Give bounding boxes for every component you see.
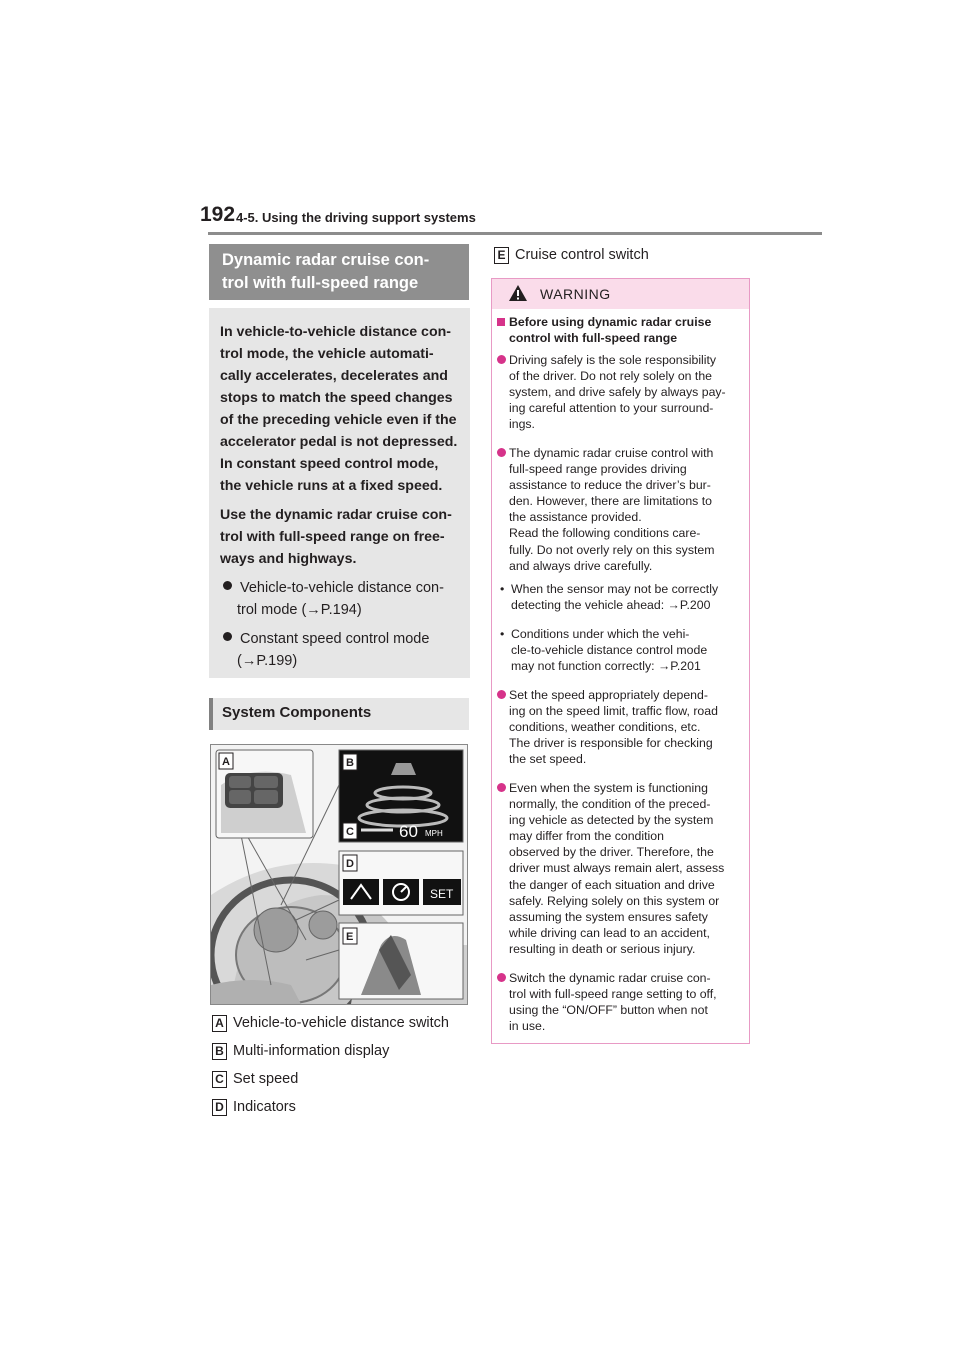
use-line: ways and highways. [220,551,357,567]
pink-bullet-icon [497,783,506,792]
page-number: 192 [200,203,236,226]
bullet-text: Constant speed control mode [240,631,430,647]
intro-line: stops to match the speed changes [220,390,453,406]
bullet-dot-icon [223,581,232,590]
use-line: trol with full-speed range on free- [220,529,445,545]
legend-text: Multi-information display [233,1043,390,1059]
warning-item-text: The dynamic radar cruise control with full-speed range provides driving assistance to reduce the driver’s bur- den. However, there are limitations to the assistance provided. Read the following conditions care- fully. Do not overly rely on this system and always drive carefully. [509,446,715,573]
warning-item-text: Even when the system is functioning normally, the condition of the preced- ing vehicle as detected by the system may differ from the condition observed by the driver. Therefore, the driver must always remain alert, assess the danger of each situation and drive safely. Relying solely on this system or assuming the system ensures safety while driving can lead to an accident, resulting in death or serious injury. [509,781,725,956]
intro-line: trol mode, the vehicle automati- [220,346,434,362]
legend-text: Vehicle-to-vehicle distance switch [233,1015,449,1031]
warning-sub-item-text: When the sensor may not be correctly detecting the vehicle ahead: →P.200 [511,582,719,613]
warning-item-text: Set the speed appropriately depend- ing on the speed limit, traffic flow, road conditions, weather conditions, etc. The driver is responsible for checking the set speed. [509,688,718,767]
callout-c: C [346,826,354,838]
sub-bullet: • [500,627,505,641]
warning-box [491,278,750,1044]
section-heading-text: System Components [222,704,372,721]
pink-bullet-icon [497,355,506,364]
square-bullet-icon [497,318,505,326]
intro-line: accelerator pedal is not depressed. [220,434,458,450]
bullet-item [223,577,444,599]
bullet-text: Vehicle-to-vehicle distance con- [240,580,444,596]
legend-letter: A [212,1015,227,1032]
callout-a: A [222,756,230,768]
legend-text: Cruise control switch [515,247,649,263]
warning-subheading-text: Before using dynamic radar cruise control with full-speed range [509,315,712,346]
sub-bullet: • [500,582,505,596]
callout-e: E [346,931,354,943]
legend-letter: C [212,1071,227,1088]
callout-b: B [346,757,354,769]
dashboard-illustration [211,745,467,1004]
section-heading-dynamic-radar-cruise [209,244,469,300]
legend-text: Indicators [233,1099,296,1115]
legend-text: Set speed [233,1071,299,1087]
system-components-figure [210,744,468,1005]
intro-line: In constant speed control mode, [220,456,439,472]
use-line: Use the dynamic radar cruise con- [220,507,452,523]
callout-d: D [346,858,354,870]
bullet-continuation: (→P.199) [237,653,298,669]
pink-bullet-icon [497,448,506,457]
warning-title: WARNING [540,286,611,302]
display-speed: 60 [399,822,418,841]
legend-letter: D [212,1099,227,1116]
intro-line: of the preceding vehicle even if the [220,412,457,428]
warning-triangle-icon [508,284,528,302]
set-indicator: SET [430,887,454,901]
pink-bullet-icon [497,973,506,982]
warning-header [492,279,749,309]
intro-panel [209,308,470,678]
bullet-dot-icon [223,632,232,641]
legend-letter: B [212,1043,227,1060]
header-divider [208,232,822,235]
warning-item-text: Driving safely is the sole responsibility of the driver. Do not rely solely on the system, and drive safely by always pay- ing careful attention to your surround- ings. [509,353,726,432]
warning-item-text: Switch the dynamic radar cruise con- trol with full-speed range setting to off, using the “ON/OFF” button when not in use. [509,971,717,1034]
intro-line: the vehicle runs at a fixed speed. [220,478,443,494]
display-unit: MPH [425,829,443,838]
legend-letter: E [494,247,509,264]
section-heading-system-components [209,698,469,730]
intro-line: cally accelerates, decelerates and [220,368,448,384]
section-title: 4-5. Using the driving support systems [236,210,476,225]
intro-line: In vehicle-to-vehicle distance con- [220,324,452,340]
warning-sub-item-text: Conditions under which the vehi- cle-to-vehicle distance control mode may not function correctly: →P.201 [511,627,708,674]
section-heading-text: Dynamic radar cruise con- trol with full-speed range [222,251,430,292]
bullet-continuation: trol mode (→P.194) [237,602,362,618]
bullet-item [223,628,429,650]
pink-bullet-icon [497,690,506,699]
